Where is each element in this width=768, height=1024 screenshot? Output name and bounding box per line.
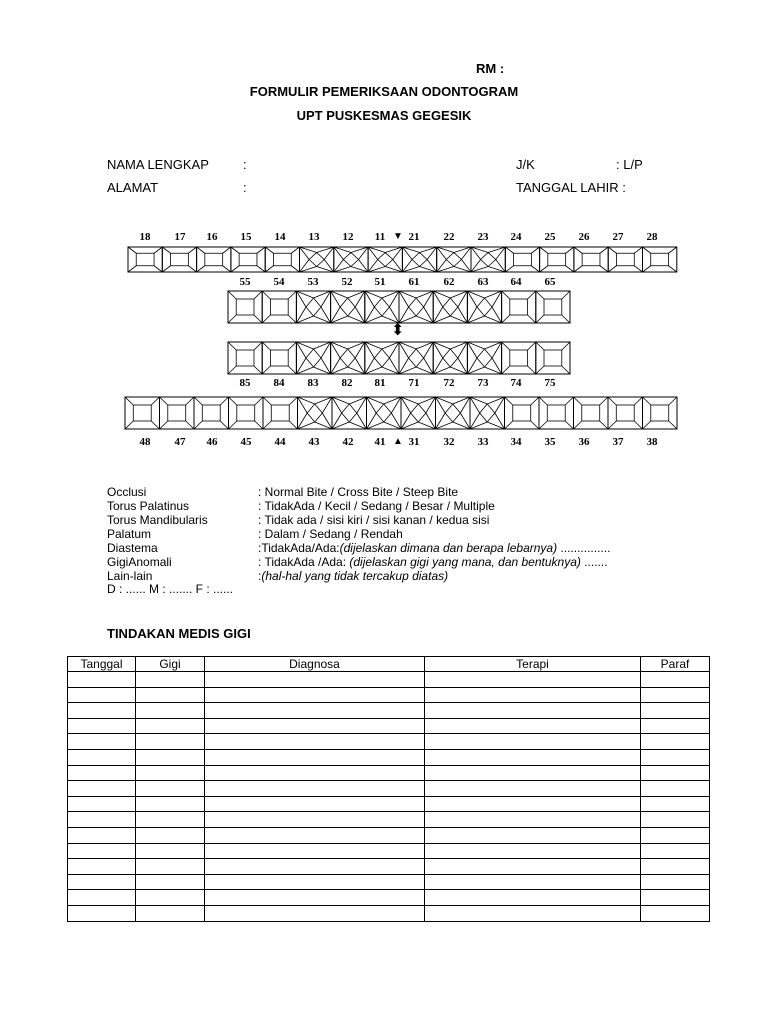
table-cell[interactable] (205, 890, 425, 906)
table-row (68, 749, 710, 765)
midline-updown-marker: ⬍ (391, 322, 405, 339)
dob-label: TANGGAL LAHIR : (516, 180, 626, 195)
lower-permanent-tooth-35: 35 (544, 436, 556, 448)
lower-permanent-tooth-31: 31 (408, 436, 420, 448)
table-cell[interactable] (425, 874, 641, 890)
obs-value: : (258, 569, 262, 583)
upper-primary-box-55 (228, 291, 262, 323)
table-row (68, 734, 710, 750)
upper-permanent-box-11 (368, 247, 402, 272)
table-row (68, 718, 710, 734)
upper-primary-tooth-65: 65 (544, 276, 556, 288)
table-cell[interactable] (136, 781, 205, 797)
table-cell[interactable] (136, 905, 205, 921)
lower-primary-tooth-85: 85 (239, 377, 251, 389)
col-tanggal: Tanggal (68, 657, 136, 672)
obs-tail: ....... (580, 555, 608, 569)
table-cell[interactable] (136, 890, 205, 906)
obs-label: Palatum (107, 527, 152, 541)
upper-primary-tooth-53: 53 (307, 276, 319, 288)
col-paraf: Paraf (641, 657, 710, 672)
table-row (68, 796, 710, 812)
table-cell[interactable] (205, 796, 425, 812)
upper-primary-tooth-63: 63 (477, 276, 489, 288)
lower-primary-tooth-71: 71 (408, 377, 420, 389)
table-cell[interactable] (68, 874, 136, 890)
lower-primary-box-84 (262, 342, 296, 374)
table-cell[interactable] (641, 718, 710, 734)
table-cell[interactable] (641, 703, 710, 719)
obs-label: Torus Palatinus (107, 499, 190, 513)
upper-permanent-box-16 (197, 247, 231, 272)
upper-primary-box-61 (399, 291, 433, 323)
upper-permanent-tooth-21: 21 (408, 231, 420, 243)
upper-primary-box-52 (331, 291, 365, 323)
table-row (68, 905, 710, 921)
lower-permanent-tooth-32: 32 (443, 436, 455, 448)
lower-permanent-tooth-34: 34 (510, 436, 522, 448)
obs-value: : TidakAda / Kecil / Sedang / Besar / Multiple (258, 499, 495, 513)
table-row (68, 812, 710, 828)
table-cell[interactable] (68, 796, 136, 812)
table-cell[interactable] (425, 890, 641, 906)
table-cell[interactable] (425, 796, 641, 812)
odontogram-chart (0, 0, 768, 470)
upper-permanent-box-26 (574, 247, 608, 272)
lower-permanent-box-34 (505, 397, 540, 429)
lower-permanent-box-46 (194, 397, 229, 429)
table-cell[interactable] (68, 734, 136, 750)
table-cell[interactable] (641, 672, 710, 688)
table-cell[interactable] (136, 672, 205, 688)
upper-permanent-box-15 (231, 247, 265, 272)
table-cell[interactable] (425, 812, 641, 828)
upper-permanent-box-12 (334, 247, 368, 272)
upper-permanent-tooth-13: 13 (308, 231, 320, 243)
obs-tail: ............... (557, 541, 611, 555)
treatment-table (67, 656, 710, 922)
lower-permanent-box-42 (332, 397, 367, 429)
lower-permanent-tooth-42: 42 (342, 436, 354, 448)
table-cell[interactable] (425, 765, 641, 781)
upper-permanent-tooth-17: 17 (174, 231, 186, 243)
midline-up-marker: ▲ (393, 436, 403, 447)
upper-primary-tooth-61: 61 (408, 276, 420, 288)
table-cell[interactable] (136, 687, 205, 703)
lower-permanent-box-35 (539, 397, 574, 429)
table-cell[interactable] (68, 672, 136, 688)
upper-primary-box-54 (262, 291, 296, 323)
upper-permanent-tooth-18: 18 (139, 231, 151, 243)
lower-primary-box-81 (365, 342, 399, 374)
table-cell[interactable] (68, 812, 136, 828)
lower-primary-box-74 (502, 342, 536, 374)
lower-primary-box-73 (467, 342, 501, 374)
lower-permanent-box-45 (229, 397, 264, 429)
table-row (68, 859, 710, 875)
table-cell[interactable] (136, 859, 205, 875)
address-label: ALAMAT (107, 180, 159, 195)
lower-permanent-box-36 (574, 397, 609, 429)
table-cell[interactable] (68, 781, 136, 797)
lower-permanent-box-33 (470, 397, 505, 429)
table-cell[interactable] (425, 905, 641, 921)
table-cell[interactable] (205, 765, 425, 781)
lower-permanent-tooth-41: 41 (374, 436, 386, 448)
table-row (68, 765, 710, 781)
lower-permanent-tooth-43: 43 (308, 436, 320, 448)
table-cell[interactable] (68, 765, 136, 781)
col-diagnosa: Diagnosa (205, 657, 425, 672)
table-cell[interactable] (136, 812, 205, 828)
table-cell[interactable] (641, 827, 710, 843)
table-cell[interactable] (641, 812, 710, 828)
gender-value: : L/P (616, 157, 643, 172)
table-cell[interactable] (425, 672, 641, 688)
lower-primary-tooth-73: 73 (477, 377, 489, 389)
lower-permanent-tooth-47: 47 (174, 436, 186, 448)
table-cell[interactable] (641, 749, 710, 765)
table-cell[interactable] (425, 734, 641, 750)
obs-value (258, 569, 448, 583)
table-cell[interactable] (425, 687, 641, 703)
obs-value (258, 555, 608, 569)
upper-permanent-box-23 (471, 247, 505, 272)
lower-permanent-box-32 (436, 397, 471, 429)
lower-permanent-box-31 (401, 397, 436, 429)
table-cell[interactable] (136, 765, 205, 781)
dmf-index: D : ...... M : ....... F : ...... (107, 582, 234, 596)
name-label: NAMA LENGKAP (107, 157, 209, 172)
table-cell[interactable] (425, 749, 641, 765)
table-row (68, 827, 710, 843)
table-cell[interactable] (425, 781, 641, 797)
table-cell[interactable] (425, 827, 641, 843)
table-cell[interactable] (641, 843, 710, 859)
table-cell[interactable] (136, 874, 205, 890)
upper-permanent-tooth-24: 24 (510, 231, 522, 243)
table-cell[interactable] (136, 827, 205, 843)
lower-permanent-box-41 (367, 397, 402, 429)
upper-permanent-box-22 (437, 247, 471, 272)
table-cell[interactable] (641, 781, 710, 797)
lower-permanent-tooth-46: 46 (206, 436, 218, 448)
lower-permanent-tooth-48: 48 (139, 436, 151, 448)
obs-label: Diastema (107, 541, 158, 555)
table-cell[interactable] (68, 749, 136, 765)
lower-permanent-tooth-38: 38 (646, 436, 658, 448)
lower-primary-tooth-74: 74 (510, 377, 522, 389)
upper-permanent-tooth-16: 16 (206, 231, 218, 243)
upper-primary-tooth-52: 52 (341, 276, 353, 288)
lower-permanent-box-37 (608, 397, 643, 429)
lower-permanent-box-38 (643, 397, 678, 429)
table-cell[interactable] (68, 890, 136, 906)
lower-permanent-box-48 (125, 397, 160, 429)
table-cell[interactable] (136, 703, 205, 719)
table-cell[interactable] (205, 781, 425, 797)
table-row (68, 781, 710, 797)
upper-primary-tooth-51: 51 (374, 276, 386, 288)
table-cell[interactable] (641, 734, 710, 750)
midline-down-marker: ▼ (393, 231, 403, 242)
obs-note: (hal-hal yang tidak tercakup diatas) (261, 569, 449, 583)
table-cell[interactable] (205, 687, 425, 703)
upper-permanent-box-25 (540, 247, 574, 272)
obs-note: (dijelaskan dimana dan berapa lebarnya) (339, 541, 558, 555)
upper-primary-box-64 (502, 291, 536, 323)
obs-value (258, 499, 495, 513)
table-cell[interactable] (136, 749, 205, 765)
table-row (68, 703, 710, 719)
lower-primary-tooth-72: 72 (443, 377, 455, 389)
table-cell[interactable] (425, 843, 641, 859)
table-cell[interactable] (205, 749, 425, 765)
table-cell[interactable] (205, 874, 425, 890)
upper-permanent-tooth-15: 15 (240, 231, 252, 243)
table-cell[interactable] (136, 718, 205, 734)
table-cell[interactable] (205, 905, 425, 921)
obs-value (258, 527, 403, 541)
table-cell[interactable] (136, 843, 205, 859)
upper-permanent-box-27 (608, 247, 642, 272)
lower-primary-tooth-83: 83 (307, 377, 319, 389)
lower-primary-box-82 (331, 342, 365, 374)
upper-permanent-tooth-23: 23 (477, 231, 489, 243)
upper-primary-tooth-55: 55 (239, 276, 251, 288)
upper-primary-tooth-62: 62 (443, 276, 455, 288)
upper-permanent-tooth-28: 28 (646, 231, 658, 243)
lower-primary-box-85 (228, 342, 262, 374)
upper-permanent-box-13 (300, 247, 334, 272)
table-cell[interactable] (136, 796, 205, 812)
table-cell[interactable] (205, 672, 425, 688)
table-cell[interactable] (68, 718, 136, 734)
lower-permanent-tooth-37: 37 (612, 436, 624, 448)
lower-primary-box-75 (536, 342, 570, 374)
upper-permanent-tooth-22: 22 (443, 231, 455, 243)
obs-label: Lain-lain (107, 569, 153, 583)
upper-permanent-tooth-27: 27 (612, 231, 624, 243)
table-cell[interactable] (641, 796, 710, 812)
upper-permanent-box-18 (128, 247, 162, 272)
table-cell[interactable] (425, 703, 641, 719)
upper-permanent-box-28 (643, 247, 677, 272)
upper-permanent-tooth-14: 14 (274, 231, 286, 243)
lower-permanent-box-47 (160, 397, 195, 429)
table-row (68, 874, 710, 890)
lower-primary-tooth-75: 75 (544, 377, 556, 389)
table-cell[interactable] (68, 905, 136, 921)
obs-note: (dijelaskan gigi yang mana, dan bentuknya) (349, 555, 581, 569)
table-cell[interactable] (205, 703, 425, 719)
table-row (68, 687, 710, 703)
treatment-header-row (68, 657, 710, 672)
treatment-title: TINDAKAN MEDIS GIGI (107, 626, 251, 641)
table-cell[interactable] (425, 718, 641, 734)
obs-label: Occlusi (107, 485, 147, 499)
lower-primary-tooth-84: 84 (273, 377, 285, 389)
lower-primary-tooth-82: 82 (341, 377, 353, 389)
table-cell[interactable] (205, 859, 425, 875)
table-cell[interactable] (641, 890, 710, 906)
gender-label: J/K (516, 157, 535, 172)
lower-permanent-tooth-36: 36 (578, 436, 590, 448)
name-colon: : (243, 157, 247, 172)
upper-permanent-tooth-25: 25 (544, 231, 556, 243)
col-gigi: Gigi (136, 657, 205, 672)
table-cell[interactable] (205, 843, 425, 859)
lower-permanent-box-44 (263, 397, 298, 429)
upper-permanent-box-14 (265, 247, 299, 272)
obs-label: GigiAnomali (107, 555, 172, 569)
table-cell[interactable] (205, 812, 425, 828)
lower-primary-tooth-81: 81 (374, 377, 386, 389)
upper-permanent-box-17 (162, 247, 196, 272)
obs-value (258, 513, 489, 527)
lower-permanent-tooth-33: 33 (477, 436, 489, 448)
upper-permanent-tooth-11: 11 (374, 231, 386, 243)
upper-primary-tooth-54: 54 (273, 276, 285, 288)
col-terapi: Terapi (425, 657, 641, 672)
lower-permanent-tooth-45: 45 (240, 436, 252, 448)
table-cell[interactable] (68, 843, 136, 859)
upper-permanent-tooth-26: 26 (578, 231, 590, 243)
upper-primary-box-63 (467, 291, 501, 323)
table-cell[interactable] (68, 703, 136, 719)
table-cell[interactable] (205, 718, 425, 734)
obs-value (258, 485, 458, 499)
obs-value: : Tidak ada / sisi kiri / sisi kanan / kedua sisi (258, 513, 490, 527)
table-cell[interactable] (68, 827, 136, 843)
obs-value (258, 541, 610, 555)
obs-value: : Normal Bite / Cross Bite / Steep Bite (258, 485, 459, 499)
rm-label: RM : (476, 61, 505, 76)
lower-primary-box-83 (296, 342, 330, 374)
table-cell[interactable] (68, 687, 136, 703)
table-cell[interactable] (641, 874, 710, 890)
lower-permanent-box-43 (298, 397, 333, 429)
table-cell[interactable] (205, 827, 425, 843)
lower-primary-box-72 (433, 342, 467, 374)
table-row (68, 843, 710, 859)
upper-primary-box-51 (365, 291, 399, 323)
upper-primary-box-53 (296, 291, 330, 323)
clinic-name: UPT PUSKESMAS GEGESIK (296, 108, 472, 123)
table-row (68, 672, 710, 688)
obs-label: Torus Mandibularis (107, 513, 208, 527)
address-colon: : (243, 180, 247, 195)
table-cell[interactable] (68, 859, 136, 875)
upper-permanent-tooth-12: 12 (342, 231, 354, 243)
table-cell[interactable] (641, 905, 710, 921)
upper-primary-box-62 (433, 291, 467, 323)
obs-value: :TidakAda/Ada: (258, 541, 340, 555)
table-cell[interactable] (136, 734, 205, 750)
form-title: FORMULIR PEMERIKSAAN ODONTOGRAM (249, 84, 519, 99)
table-cell[interactable] (641, 687, 710, 703)
lower-primary-box-71 (399, 342, 433, 374)
obs-value: : Dalam / Sedang / Rendah (258, 527, 403, 541)
upper-permanent-box-24 (505, 247, 539, 272)
lower-permanent-tooth-44: 44 (274, 436, 286, 448)
table-row (68, 890, 710, 906)
table-cell[interactable] (641, 859, 710, 875)
upper-primary-tooth-64: 64 (510, 276, 522, 288)
table-cell[interactable] (641, 765, 710, 781)
table-cell[interactable] (205, 734, 425, 750)
obs-value: : TidakAda /Ada: (258, 555, 350, 569)
upper-primary-box-65 (536, 291, 570, 323)
upper-permanent-box-21 (402, 247, 436, 272)
table-cell[interactable] (425, 859, 641, 875)
